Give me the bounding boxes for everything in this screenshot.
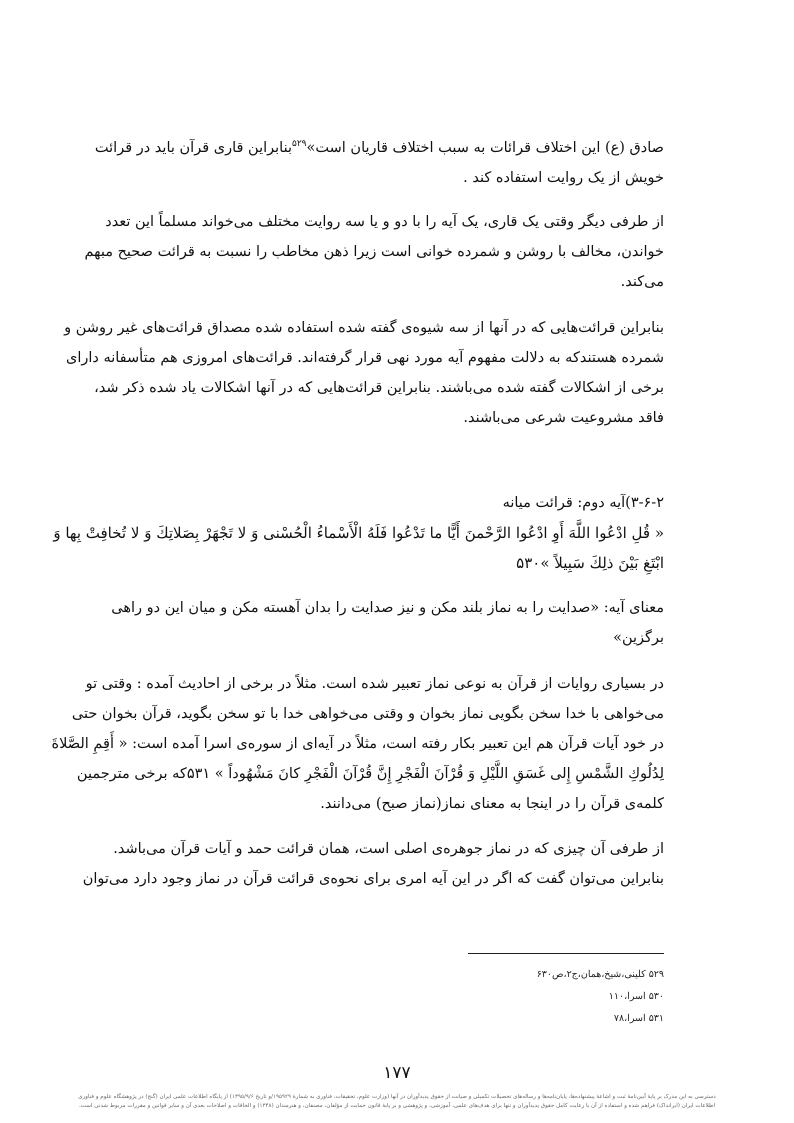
text-line: از طرفی دیگر وقتی یک قاری، یک آیه را با دو و یا سه روایت مختلف می‌خواند مسلماً این تعدد [105, 214, 664, 230]
copyright-notice [12, 1093, 782, 1111]
text-line: بنابراین قرائت‌هایی که در آنها از سه شیوه‌ی گفته شده استفاده شده مصداق قرائت‌های غیر روشن و [64, 320, 664, 336]
paragraph-closing [82, 834, 664, 894]
paragraph-narrations [51, 669, 664, 819]
text-line: فاقد مشروعیت شرعی می‌باشند. [463, 410, 664, 426]
text-line: کلمه‌ی قرآن را در اینجا به معنای نماز(نماز صبح) می‌دانند. [320, 796, 664, 812]
page-number: ۱۷۷ [383, 1063, 411, 1083]
quran-verse-line: « قُلِ ادْعُوا اللَّهَ أَوِ ادْعُوا الرَّحْمنَ أَيًّا ما تَدْعُوا فَلَهُ الْأَسْماءُ الْحُسْنى‏ وَ لا تَجْهَرْ بِصَلاتِكَ وَ لا تُخافِتْ بِها وَ [53, 524, 664, 542]
section-block [53, 488, 664, 578]
notice-line: اطلاعات ایران (ایرانداک) فراهم شده و استفاده از آن با رعایت کامل حقوق پدیدآوران و تنها برای هدف‌های علمی، آموزشی، و پژوهشی و بر پایهٔ قانون حمایت از مؤلفان، مصنفان، و هنرمندان (۱۳۴۸) و الحاقات و اصلاحات بعدی آن و سایر قوانین و مقررات مربوط شدنی است. [78, 1103, 716, 1109]
text-line: بنابراین می‌توان گفت که اگر در این آیه امری برای نحوه‌ی قرائت قرآن در نماز وجود دارد می‌توان [82, 871, 664, 887]
notice-line: دسترسی به این مدرک بر پایهٔ آیین‌نامهٔ ثبت و اشاعهٔ پیشنهاده‌ها، پایان‌نامه‌ها و رساله‌های تحصیلات تکمیلی و صیانت از حقوق پدیدآوران در آنها (وزارت علوم، تحقیقات، فناوری به شمارهٔ ۱۹۵۹۲۹/و تاریخ ۱۳۹۵/۹/۶) از پایگاه اطلاعات علمی ایران (گنج) در پژوهشگاه علوم و فناوری [78, 1094, 716, 1100]
text-line: معنای آیه: «صدایت را به نماز بلند مکن و نیز صدایت را بدان آهسته مکن و میان این دو راهی [111, 600, 664, 616]
text-line: می‌کند. [620, 274, 664, 290]
paragraph-3 [64, 313, 664, 433]
footnote: ۵۳۱ اسرا،۷۸ [613, 1013, 664, 1024]
paragraph-1 [94, 129, 664, 193]
text-line: برخی از اشکالات گفته شده می‌باشند. بنابراین قرائت‌هایی که در آنها اشکالات یاد شده ذکر شد، [94, 380, 664, 396]
text-line: صادق (ع) این اختلاف قرائات به سبب اختلاف قاریان است»$^{۵۲۹}$بنابراین قاری قرآن باید در قرائت [94, 139, 664, 156]
text-line: در بسیاری روایات از قرآن به نوعی نماز تعبیر شده است. مثلاً در برخی از احادیث آمده : وقتی تو [85, 676, 664, 692]
text-line: شمرده هستندکه به دلالت مفهوم آیه مورد نهی قرار گرفته‌اند. قرائت‌های امروزی هم متأسفانه دارای [65, 350, 664, 366]
footnote: ۵۳۰ اسرا،۱۱۰ [608, 991, 664, 1002]
verse-meaning [111, 593, 664, 653]
text-line: در خود آیات قرآن هم این تعبیر بکار رفته است، مثلاً در آیه‌ای از سوره‌ی اسرا آمده است: « أَقِمِ الصَّلاةَ [51, 736, 664, 752]
quran-verse-line: ابْتَغِ بَيْنَ ذلِكَ سَبِيلاً »۵۳۰ [516, 554, 664, 572]
text-line: خویش از یک روایت استفاده کند . [463, 169, 664, 186]
paragraph-2 [84, 207, 664, 297]
section-heading: ۳-۶-۲)آیه دوم: قرائت میانه [502, 495, 664, 511]
footnote-divider [468, 953, 664, 954]
footnote: ۵۲۹ کلینی،شیخ،همان،ج۲،ص۶۳۰ [536, 969, 664, 980]
text-line: خواندن، مخالف با روشن و شمرده خوانی است زیرا ذهن مخاطب را نسبت به قرائت صحیح مبهم [84, 244, 664, 260]
text-line: برگزین» [613, 630, 664, 646]
text-line: می‌خواهی با خدا سخن بگویی نماز بخوان و وقتی می‌خواهی خدا با تو سخن بگوید، قرآن بخوان حتی [71, 706, 664, 722]
text-line: لِدُلُوكِ الشَّمْسِ إِلى‏ غَسَقِ اللَّيْلِ وَ قُرْآنَ الْفَجْرِ إِنَّ قُرْآنَ الْفَجْرِ كانَ مَشْهُوداً » ۵۳۱که برخی مترجمین [76, 766, 664, 782]
footnotes [537, 964, 664, 1030]
text-line: از طرفی آن چیزی که در نماز جوهره‌ی اصلی است، همان قرائت حمد و آیات قرآن می‌باشد. [113, 841, 664, 857]
footnote-marker: ۵۲۹ [292, 139, 307, 149]
